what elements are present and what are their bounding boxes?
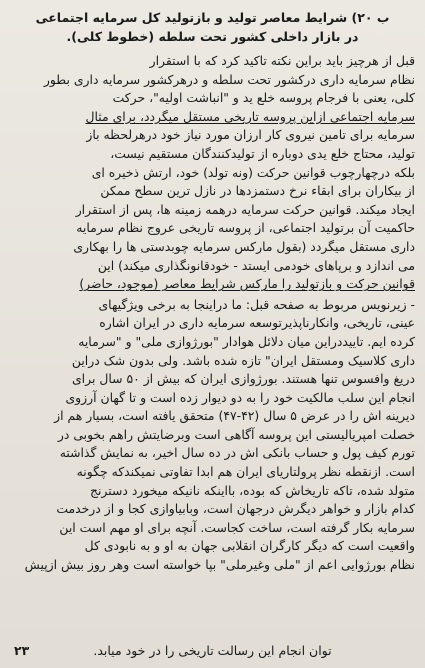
page-number: ۲۳ <box>14 643 30 658</box>
text-line: کلی، یعنی با فرجام پروسه خلع ید و "انباشت اولیه"، حرکت <box>112 90 415 106</box>
text-line: کرده ایم. تاییددراین میان دلائل هوادار "بورژوازی ملی" و "سرمایه <box>78 333 415 349</box>
text-line: ایجاد میکند. قوانین حرکت سرمایه درهمه زمینه ها، پس از استقرار <box>75 201 415 217</box>
text-line: داری کلاسیک ومستقل ایران" تازه شده باشد. ولی بدون شک دراین <box>71 352 415 368</box>
heading-line-1: ب ۲۰) شرایط معاصر تولید و بازتولید کل سرمایه اجتماعی <box>35 10 390 25</box>
closing-line: توان انجام این رسالت تاریخی را در خود میابد. <box>93 643 332 658</box>
text-line: متولد شده، تاکه تاریخاش که بوده، بااینکه نانیکه میخورد دسترنج <box>89 482 415 498</box>
text-line: واقعیت است که دیگر کارگران انقلابی جهان به او و به نابودی کل <box>84 538 415 554</box>
text-line: داری مستقل میگردد (بقول مارکس سرمایه چوبدستی ها را بهکاری <box>73 238 415 254</box>
page-footer <box>0 642 425 660</box>
section-heading <box>10 8 415 46</box>
text-line: - زیرنویس مربوط به صفحه قبل: ما دراینجا به برخی ویژگیهای <box>98 296 415 312</box>
text-line: سرمایه بکار گرفته است، ساخت کجاست. آنچه برای او مهم است این <box>59 519 415 535</box>
text-line: نظام سرمایه داری درکشور تحت سلطه و درهرکشور سرمایه داری بطور <box>43 71 415 87</box>
text-line: عینی، تاریخی، وانکارناپذیرتوسعه سرمایه داری در ایران اشاره <box>99 315 415 331</box>
text-line: دیرینه اش را در عرض ۵ سال (۴۲-۴۷) متحقق یافته است، بسیار هم از <box>54 408 415 424</box>
text-line: حاکمیت آن برتولید اجتماعی، از پروسه تاریخی عروج نظام سرمایه <box>76 220 415 236</box>
text-line: سرمایه برای تامین نیروی کار ارزان مورد نیاز خود درهرلحظه باز <box>86 127 415 143</box>
text-line: دریغ وافسوس تنها هستند. بورژوازی ایران که بیش از ۵۰ سال برای <box>71 371 415 387</box>
text-line: نظام بورژوایی اعم از "ملی وغیرملی" بپا خواسته است وهر روز بیش ازپیش <box>24 557 415 573</box>
text-line-underlined: سرمایه اجتماعی ازاین پروسه تاریخی مستقل میگردد، برای مثال <box>85 108 415 124</box>
text-line: تورم کیف پول و حساب بانکی اش در ده سال اخیر، به نمایش گذاشته <box>59 445 415 461</box>
heading-line-2: در بازار داخلی کشور تحت سلطه (خطوط کلی). <box>66 29 359 44</box>
text-line: بلکه درچهارچوب قوانین حرکت (ونه تولد) خود، ارتش ذخیره ای <box>91 164 415 180</box>
text-line: می اندازد و برپاهای خودمی ایستد - خودقانونگذاری میکند) این <box>97 257 415 273</box>
text-line-underlined: قوانین حرکت و بازتولید را مارکس شرایط معاصر (موجود، حاضر) <box>79 276 415 292</box>
text-line: خصلت امپریالیستی این پروسه آگاهی است وبرضایتش راهم بخوبی در <box>57 426 415 442</box>
text-line: است. ازنقطه نظر پرولتاریای ایران هم ابدا تفاوتی نمیکندکه چگونه <box>76 464 415 480</box>
main-paragraph <box>10 52 415 294</box>
text-line: انجام این سلب مالکیت خود را به دو دیوار زده است و تا گهان آرزوی <box>65 389 415 405</box>
footnote-paragraph <box>10 296 415 575</box>
text-line: قبل از هرچیز باید براین نکته تاکید کرد که با استقرار <box>149 53 415 68</box>
text-line: از بیکاران برای ابقاء نرخ دستمزدها در نازل ترین سطح ممکن <box>100 183 415 199</box>
text-line: تولید، محتاج خلع یدی دوباره از تولیدکنندگان مستقیم نیست، <box>110 145 415 161</box>
text-line: کدام بازار و خواهر دیگرش درجهان است، وبابیاوازی کجا و از درخدمت <box>56 501 415 517</box>
